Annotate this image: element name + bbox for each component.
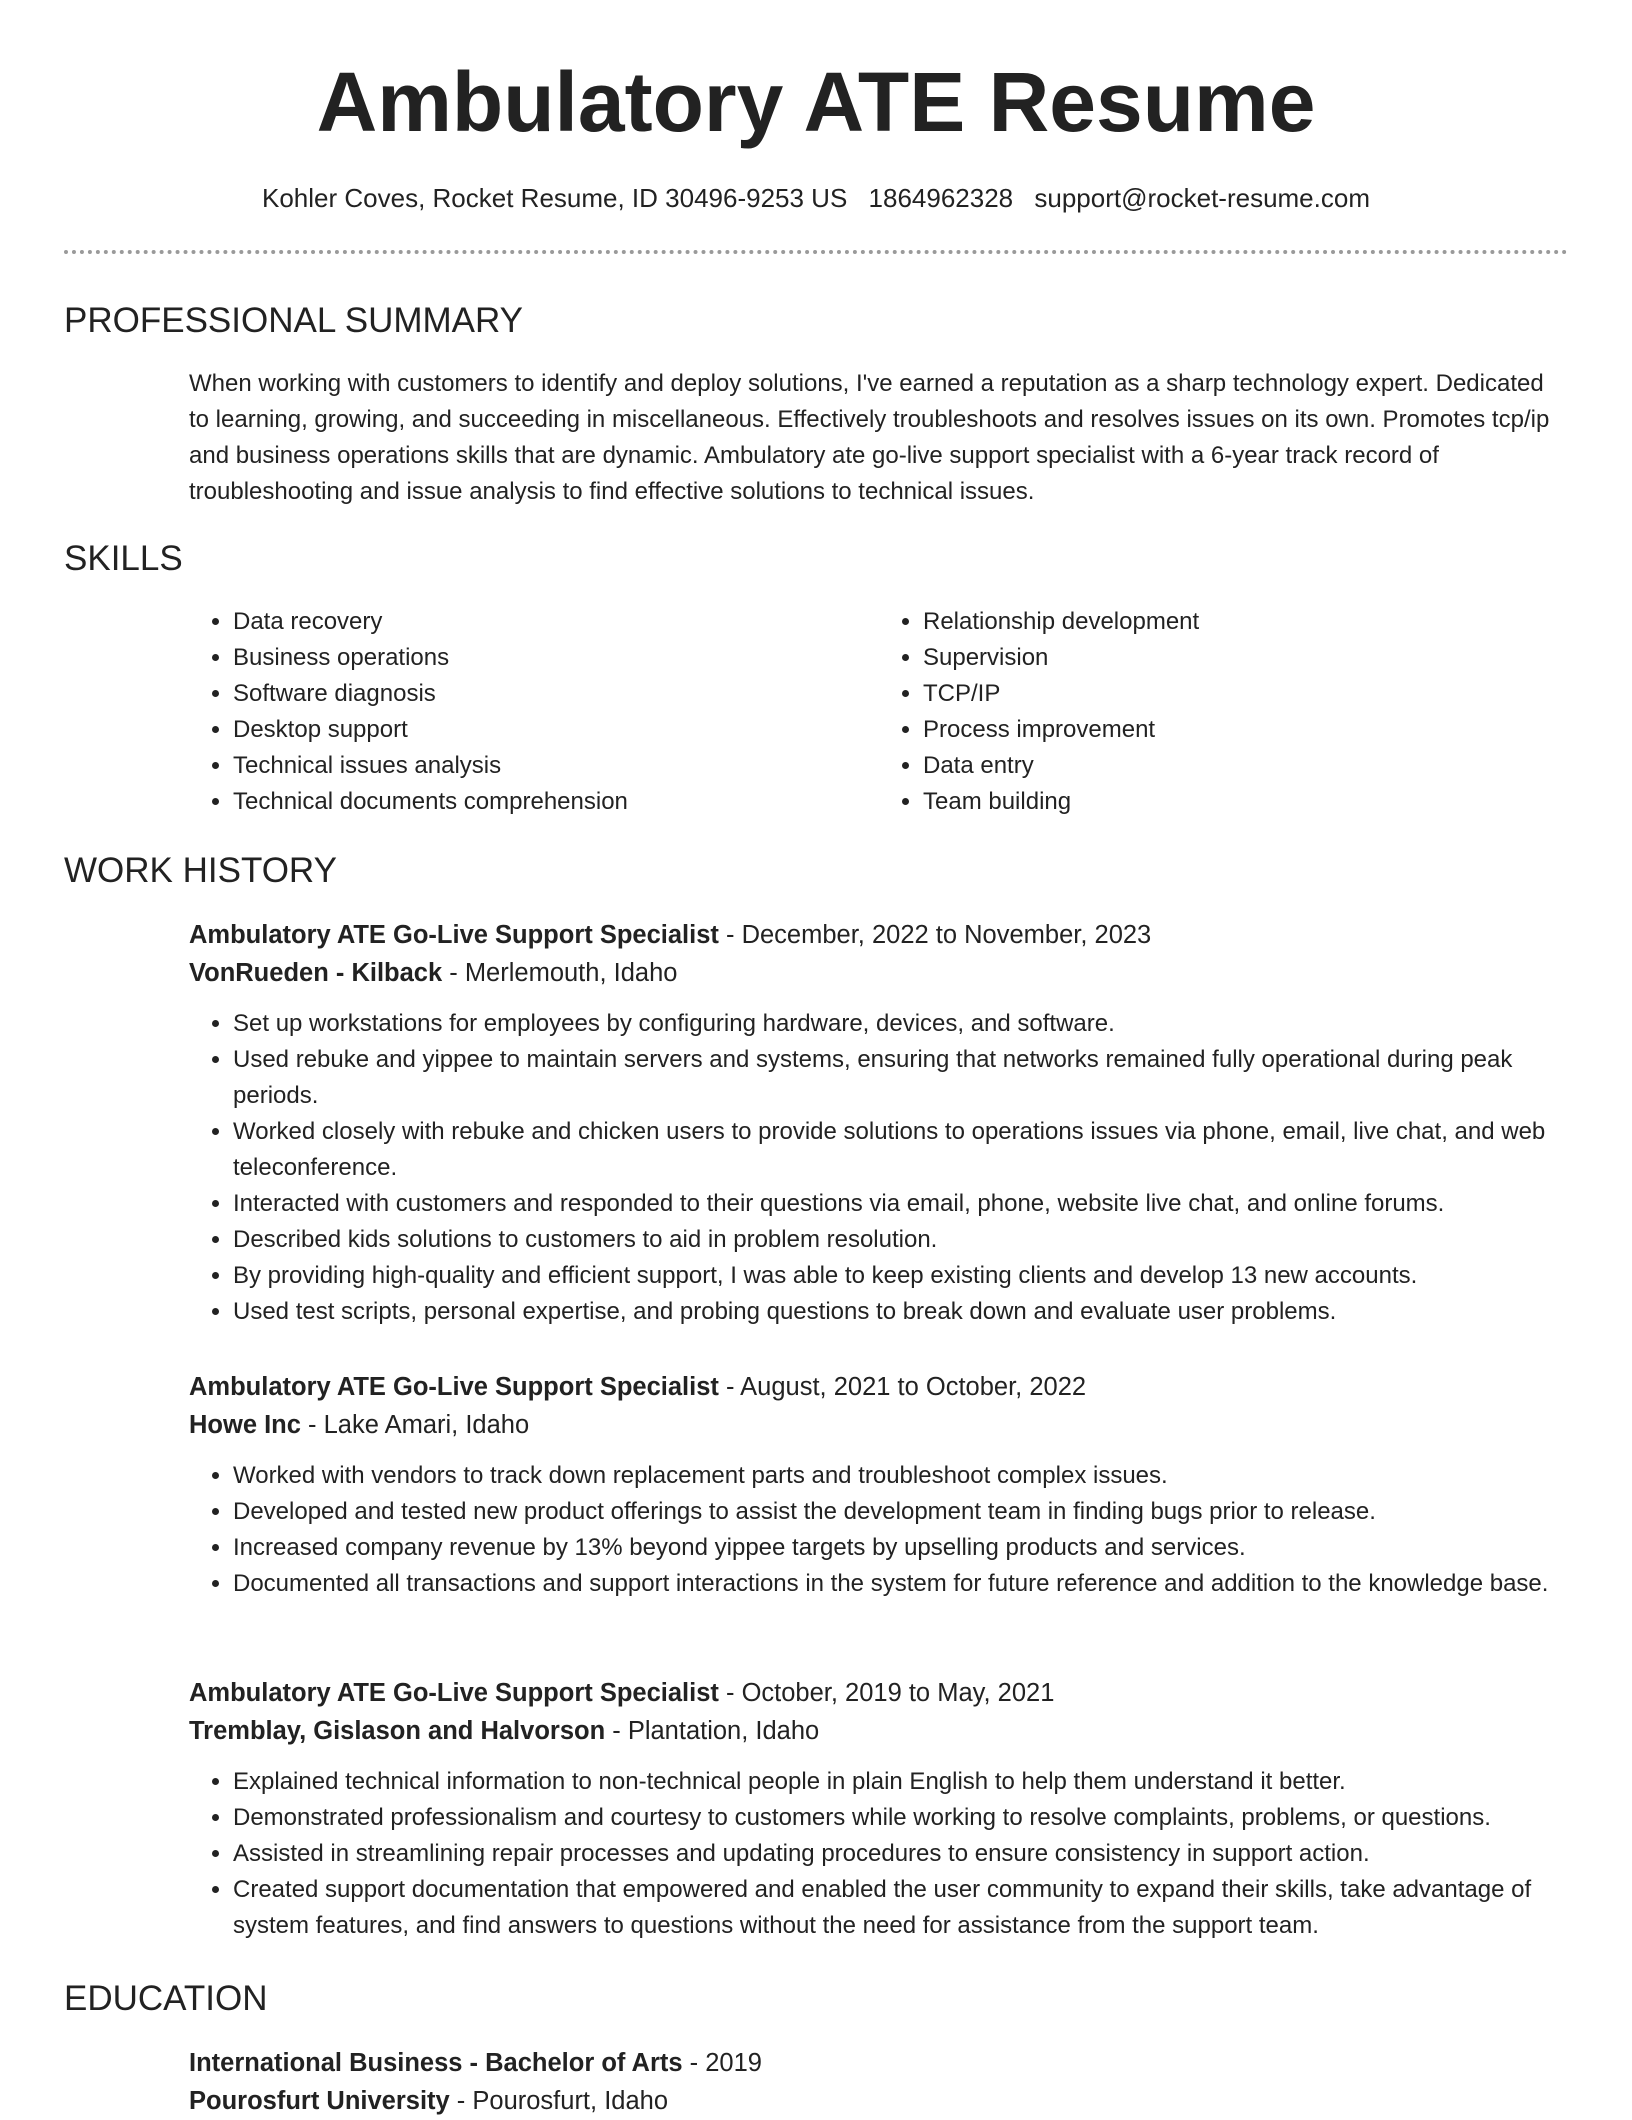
job-title: Ambulatory ATE Go-Live Support Specialist — [189, 1373, 719, 1401]
job-location: - Lake Amari, Idaho — [300, 1411, 530, 1439]
job-employer — [189, 1406, 1569, 1444]
education-heading — [189, 2044, 1569, 2082]
job-bullet: • Explained technical information to non-technical people in plain English to help them understand it better. — [233, 1764, 1569, 1800]
skill-item: • Data recovery — [233, 604, 879, 640]
job-bullet: • Worked closely with rebuke and chicken users to provide solutions to operations issues via phone, email, live chat, and web teleconference. — [233, 1114, 1569, 1186]
skill-item: • Software diagnosis — [233, 676, 879, 712]
job-entry — [189, 1368, 1569, 1602]
job-location: - Merlemouth, Idaho — [442, 959, 678, 987]
skill-item: • Process improvement — [923, 712, 1569, 748]
job-bullet: • Developed and tested new product offerings to assist the development team in finding bugs prior to release. — [233, 1494, 1569, 1530]
education-school: Pourosfurt University — [189, 2087, 450, 2115]
job-bullet: • Interacted with customers and responded to their questions via email, phone, website live chat, and online forums. — [233, 1186, 1569, 1222]
skill-item: • Desktop support — [233, 712, 879, 748]
contact-phone: 1864962328 — [868, 183, 1014, 213]
job-heading — [189, 1674, 1569, 1712]
job-bullet: • Demonstrated professionalism and courtesy to customers while working to resolve complaints, problems, or questions. — [233, 1800, 1569, 1836]
job-title: Ambulatory ATE Go-Live Support Specialist — [189, 921, 719, 949]
education-school-line — [189, 2082, 1569, 2120]
education-degree: International Business - Bachelor of Arts — [189, 2049, 683, 2077]
section-title-work: WORK HISTORY — [64, 851, 337, 890]
job-entry — [189, 916, 1569, 1330]
section-title-skills: SKILLS — [64, 539, 183, 578]
skill-item: • Supervision — [923, 640, 1569, 676]
skill-item: • TCP/IP — [923, 676, 1569, 712]
job-bullet: • Used rebuke and yippee to maintain servers and systems, ensuring that networks remained fully operational during peak periods. — [233, 1042, 1569, 1114]
job-bullet: • Set up workstations for employees by configuring hardware, devices, and software. — [233, 1006, 1569, 1042]
job-dates: - December, 2022 to November, 2023 — [718, 921, 1152, 949]
job-employer — [189, 1712, 1569, 1750]
education-entry — [189, 2044, 1569, 2120]
job-bullet: • Assisted in streamlining repair processes and updating procedures to ensure consistency in support action. — [233, 1836, 1569, 1872]
skill-item: • Team building — [923, 784, 1569, 820]
job-bullet: • By providing high-quality and efficient support, I was able to keep existing clients and develop 13 new accounts. — [233, 1258, 1569, 1294]
job-dates: - October, 2019 to May, 2021 — [718, 1679, 1055, 1707]
summary-block — [189, 366, 1569, 510]
resume-title: Ambulatory ATE Resume — [316, 55, 1316, 149]
header-divider — [64, 250, 1568, 254]
skill-item: • Relationship development — [923, 604, 1569, 640]
job-bullet: • Worked with vendors to track down replacement parts and troubleshoot complex issues. — [233, 1458, 1569, 1494]
job-heading — [189, 916, 1569, 954]
section-title-education: EDUCATION — [64, 1979, 268, 2018]
job-dates: - August, 2021 to October, 2022 — [718, 1373, 1087, 1401]
job-company: Howe Inc — [189, 1411, 301, 1439]
job-company: VonRueden - Kilback — [189, 959, 443, 987]
skills-block — [189, 604, 1569, 820]
job-bullet: • Created support documentation that empowered and enabled the user community to expand their skills, take advantage of system features, and find answers to questions without the need for assistance from the support team. — [233, 1872, 1569, 1944]
job-bullet: • Increased company revenue by 13% beyond yippee targets by upselling products and services. — [233, 1530, 1569, 1566]
job-entry — [189, 1674, 1569, 1944]
skill-item: • Technical issues analysis — [233, 748, 879, 784]
job-location: - Plantation, Idaho — [605, 1717, 820, 1745]
skills-list-left — [189, 604, 879, 820]
education-year: - 2019 — [682, 2049, 762, 2077]
contact-address: Kohler Coves, Rocket Resume, ID 30496-9253 US — [262, 183, 848, 213]
job-company: Tremblay, Gislason and Halvorson — [189, 1717, 606, 1745]
job-bullets — [189, 1764, 1569, 1944]
job-bullet: • Used test scripts, personal expertise, and probing questions to break down and evaluate user problems. — [233, 1294, 1569, 1330]
summary-text: When working with customers to identify and deploy solutions, I've earned a reputation as a sharp technology expert. Dedicated to learning, growing, and succeeding in miscellaneous. Effectively troubleshoots and resolves issues on its own. Promotes tcp/ip and business operations skills that are dynamic. Ambulatory ate go-live support specialist with a 6-year track record of troubleshooting and issue analysis to find effective solutions to technical issues. — [189, 370, 1550, 505]
contact-line — [0, 182, 1632, 214]
skill-item: • Technical documents comprehension — [233, 784, 879, 820]
skill-item: • Data entry — [923, 748, 1569, 784]
job-title: Ambulatory ATE Go-Live Support Specialist — [189, 1679, 719, 1707]
job-bullet: • Documented all transactions and support interactions in the system for future reference and addition to the knowledge base. — [233, 1566, 1569, 1602]
job-bullets — [189, 1006, 1569, 1330]
contact-email: support@rocket-resume.com — [1034, 183, 1370, 213]
job-employer — [189, 954, 1569, 992]
job-heading — [189, 1368, 1569, 1406]
section-title-summary: PROFESSIONAL SUMMARY — [64, 301, 523, 340]
job-bullets — [189, 1458, 1569, 1602]
skill-item: • Business operations — [233, 640, 879, 676]
education-location: - Pourosfurt, Idaho — [449, 2087, 669, 2115]
job-bullet: • Described kids solutions to customers to aid in problem resolution. — [233, 1222, 1569, 1258]
skills-list-right — [879, 604, 1569, 820]
